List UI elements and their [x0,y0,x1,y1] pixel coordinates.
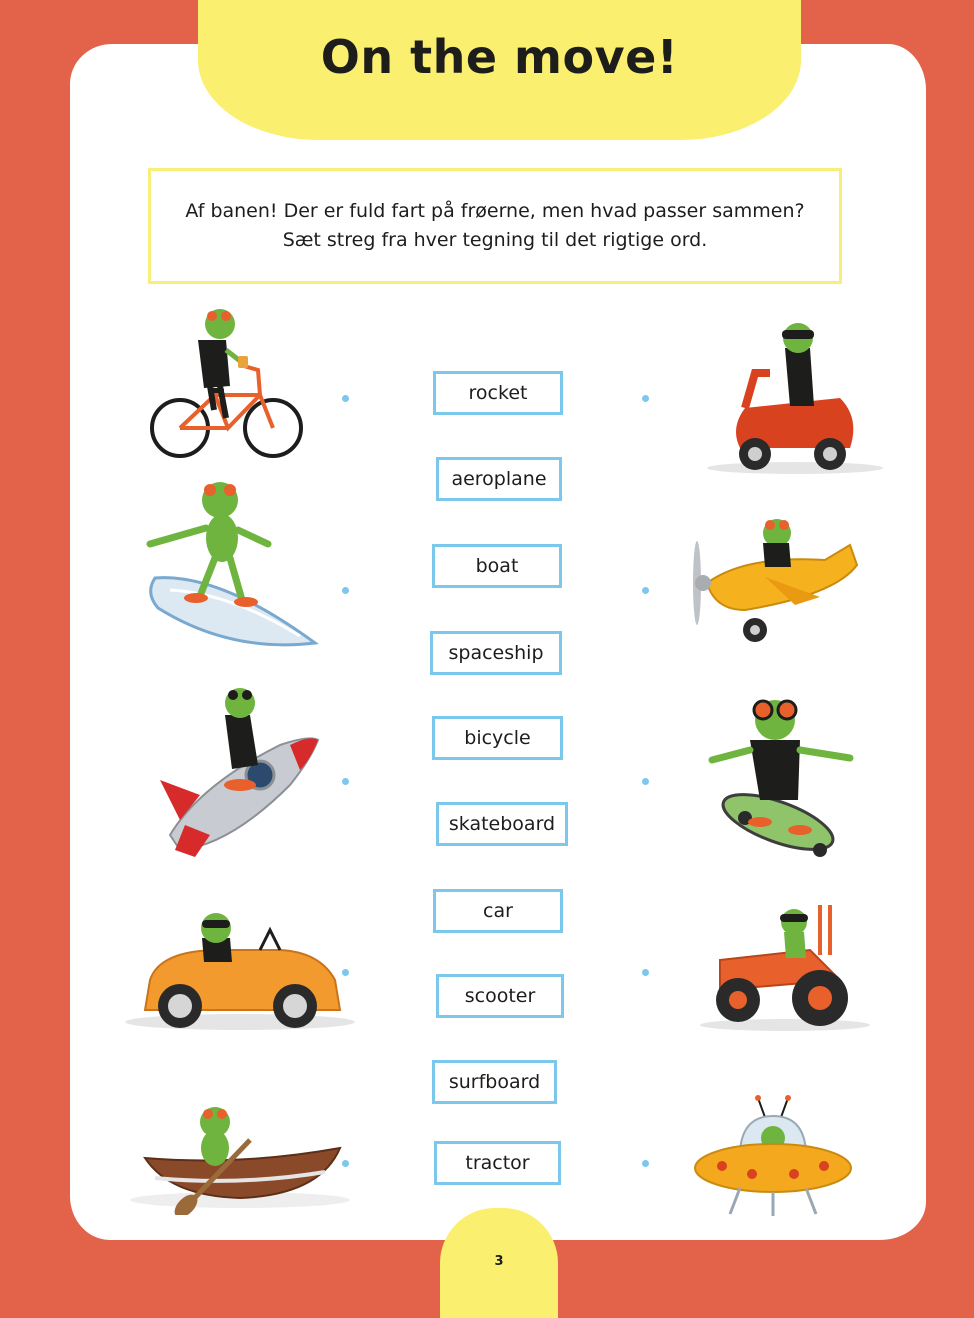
word-box-bicycle[interactable]: bicycle [432,716,563,760]
right-dot-2[interactable] [642,587,649,594]
frog-rocket-image [140,685,325,865]
word-box-surfboard[interactable]: surfboard [432,1060,557,1104]
page-title: On the move! [320,30,679,84]
page-number: 3 [494,1254,504,1269]
word-box-skateboard[interactable]: skateboard [436,802,568,846]
word-box-car[interactable]: car [433,889,563,933]
frog-bicycle-image [140,300,310,465]
frog-boat-image [120,1100,365,1215]
right-dot-4[interactable] [642,969,649,976]
frog-aeroplane-image [685,515,865,650]
word-box-spaceship[interactable]: spaceship [430,631,562,675]
right-dot-5[interactable] [642,1160,649,1167]
instructions-line-1: Af banen! Der er fuld fart på frøerne, men hvad passer sammen? [185,200,805,222]
word-box-boat[interactable]: boat [432,544,562,588]
frog-scooter-image [700,318,885,478]
word-box-scooter[interactable]: scooter [436,974,564,1018]
frog-surfboard-image [140,478,325,658]
frog-car-image [120,910,365,1035]
left-dot-1[interactable] [342,395,349,402]
left-dot-2[interactable] [342,587,349,594]
instructions-box [148,168,842,284]
right-dot-1[interactable] [642,395,649,402]
right-dot-3[interactable] [642,778,649,785]
frog-spaceship-image [690,1090,855,1220]
left-dot-3[interactable] [342,778,349,785]
frog-skateboard-image [690,690,860,865]
instructions-line-2: Sæt streg fra hver tegning til det rigtige ord. [282,229,708,251]
word-box-tractor[interactable]: tractor [434,1141,561,1185]
word-box-rocket[interactable]: rocket [433,371,563,415]
frog-tractor-image [690,900,875,1035]
word-box-aeroplane[interactable]: aeroplane [436,457,562,501]
